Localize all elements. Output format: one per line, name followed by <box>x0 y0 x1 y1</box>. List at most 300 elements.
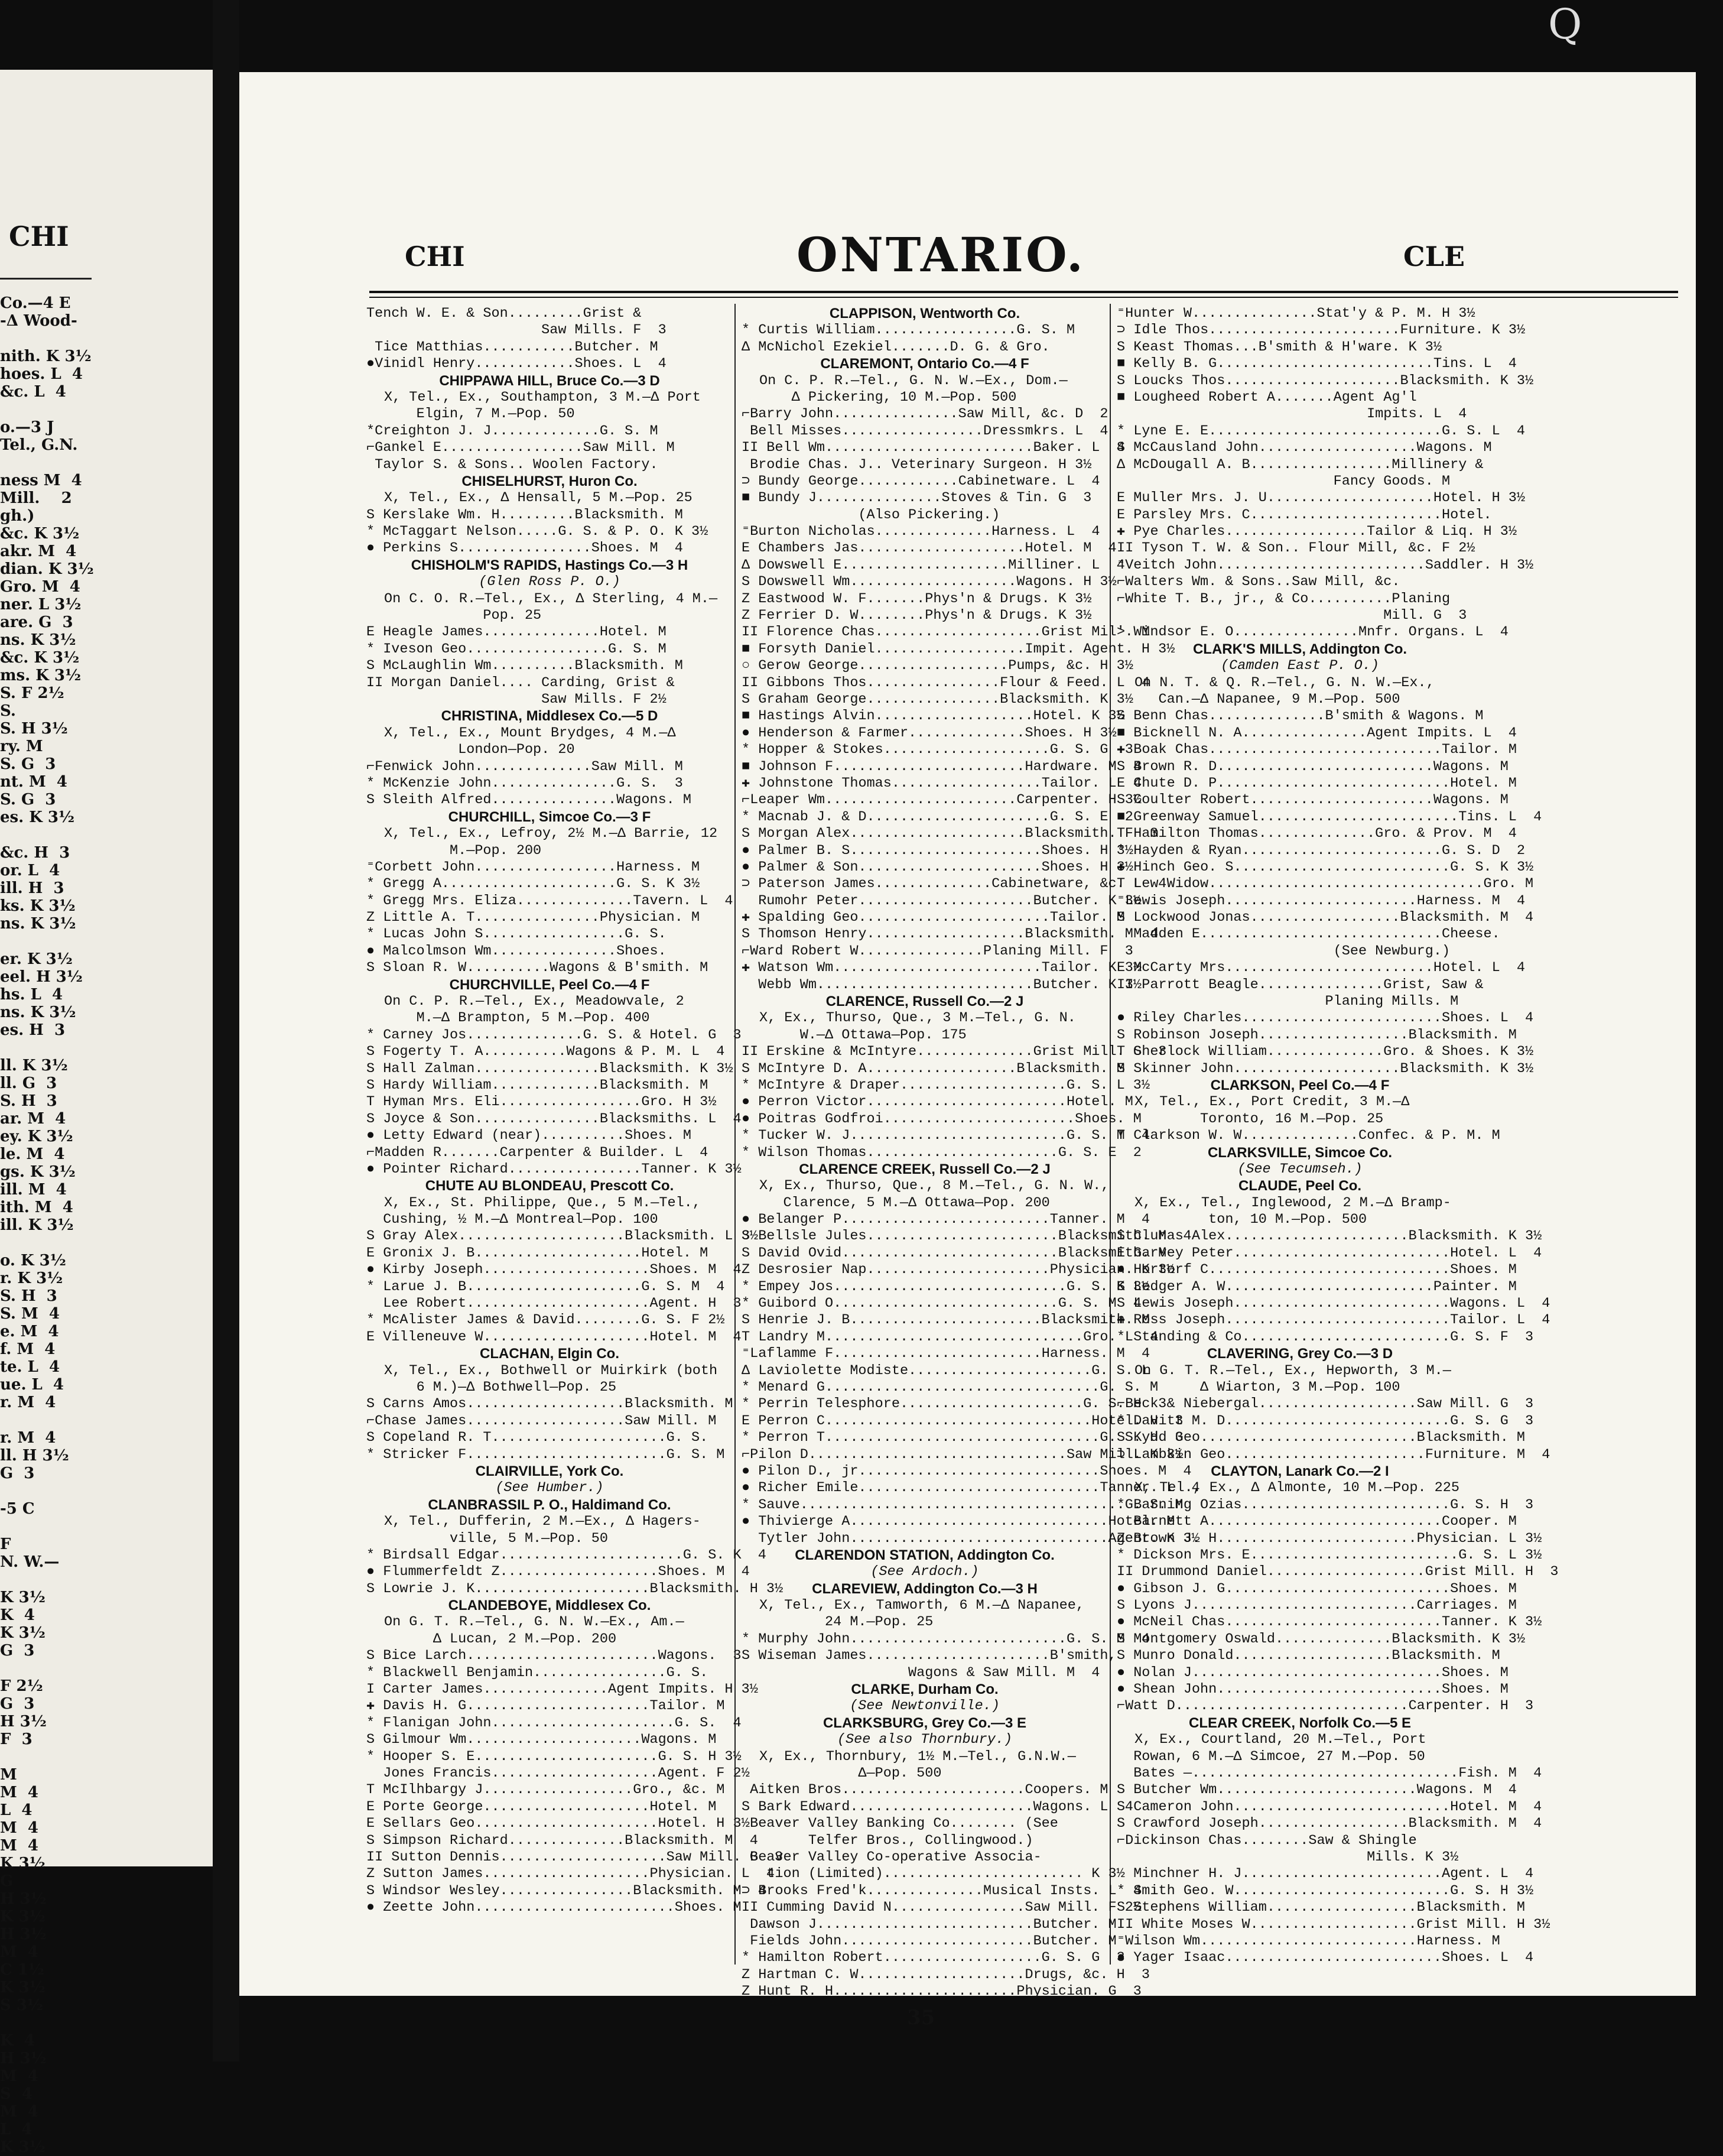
previous-page-fragment: ll. H 3½ <box>0 1447 69 1465</box>
directory-entry: ⁼Wilson Wm..........................Harness. M <box>1117 1933 1500 1949</box>
directory-entry: S David Ovid..........................Blacksmith. M <box>742 1245 1167 1261</box>
directory-entry: * Hooper S. E......................G. S. H 3½ <box>366 1748 742 1765</box>
directory-entry: S Thomson Henry...................Blacksmith. M 4 <box>742 926 1159 943</box>
place-note: (See Humber.) <box>495 1480 604 1496</box>
previous-page-fragment: ith. M 4 <box>0 1199 73 1216</box>
place-heading: CLARENCE, Russell Co.—2 J <box>825 993 1024 1010</box>
directory-entry: II Bell Wm.........................Baker. L 4 <box>742 440 1125 456</box>
directory-entry: * Carney Jos..............G. S. & Hotel. G 3 <box>366 1027 742 1043</box>
previous-page-fragment: r. K 3½ <box>0 1269 63 1287</box>
directory-entry: * Blackwell Benjamin................G. S. <box>366 1664 708 1681</box>
directory-entry: Tytler John...............................Agent. K 3½ <box>742 1530 1200 1547</box>
directory-entry: ○ Gerow George..................Pumps, &c. H 3½ <box>742 658 1133 674</box>
directory-entry: ⊃ Paterson James..............Cabinetware, &c. L 4 <box>742 876 1167 892</box>
directory-entry: ● Malcolmson Wm...............Shoes. <box>366 943 667 959</box>
directory-entry: * Murphy John..........................G. S. M 4 <box>742 1631 1150 1647</box>
directory-entry: S Brown R. D..........................Wagons. M <box>1117 758 1509 775</box>
directory-entry: * McKenzie John...............G. S. 3 <box>366 775 683 791</box>
directory-entry: Webb Wm..........................Butcher. K 3½ <box>742 976 1142 993</box>
place-details: X, Tel., Ex., Δ Almonte, 10 M.—Pop. 225 <box>1134 1480 1459 1496</box>
directory-entry: E Heagle James..............Hotel. M <box>366 624 667 641</box>
directory-entry: T Landry M...............................Gro. L 4 <box>742 1329 1159 1345</box>
directory-entry: S Montgomery Oswald..............Blacksmith. K 3½ <box>1117 1631 1526 1647</box>
previous-page-fragment: K 3½ <box>0 1908 45 1926</box>
directory-entry: * Larue J. B.....................G. S. M 4 <box>366 1278 725 1295</box>
directory-entry: Brodie Chas. J.. Veterinary Surgeon. H 3½ <box>742 456 1092 473</box>
previous-page-fragment: S. H 3½ <box>0 720 68 738</box>
directory-entry: S Joyce & Son...............Blacksmiths. L 4 <box>366 1111 742 1127</box>
previous-page-fragment: G 3 <box>0 1642 35 1660</box>
directory-entry: S Copeland R. T.....................G. S. <box>366 1430 708 1446</box>
directory-entry: ● Palmer & Son......................Shoes. H 3½ <box>742 859 1133 875</box>
directory-entry: 6 M.)—Δ Bothwell—Pop. 25 <box>366 1379 617 1395</box>
previous-page-fragment: o. K 3½ <box>0 1252 66 1269</box>
place-note: (See Ardoch.) <box>870 1564 979 1580</box>
previous-page-fragment <box>0 401 189 418</box>
previous-page-fragment: Co.—4 E <box>0 294 71 312</box>
place-heading: CLARKSON, Peel Co.—4 F <box>1210 1077 1390 1093</box>
directory-entry: ⁼Veitch John.........................Saddler. H 3½ <box>1117 557 1534 573</box>
previous-page-fragment: M 4 <box>0 2103 38 2121</box>
previous-page-fragment: ner. L 3½ <box>0 596 82 613</box>
place-details: X, Tel., Ex., Tamworth, 6 M.—Δ Napanee, <box>759 1597 1084 1614</box>
directory-entry: * Birdsall Edgar......................G. S. K 4 <box>366 1547 766 1563</box>
directory-entry: S Kydd Geo..........................Blacksmith. M <box>1117 1430 1526 1446</box>
directory-entry: S Lyons J...........................Carriages. M <box>1117 1597 1517 1614</box>
directory-entry: II White Moses W....................Grist Mill. H 3½ <box>1117 1916 1550 1933</box>
place-note: (See Tecumseh.) <box>1237 1161 1363 1177</box>
directory-entry: II Tyson T. W. & Son.. Flour Mill, &c. F 2½ <box>1117 540 1475 557</box>
place-heading: CHRISTINA, Middlesex Co.—5 D <box>441 708 658 725</box>
directory-entry: II Sutton Dennis....................Saw Mill. G 3 <box>366 1849 784 1865</box>
directory-entry: T Hamilton Thomas..............Gro. & Prov. M 4 <box>1117 826 1517 842</box>
previous-page-fragment <box>0 454 189 472</box>
directory-entry: ● Poitras Godfroi.......................Shoes. M <box>742 1111 1142 1127</box>
directory-entry: (Also Pickering.) <box>742 506 1000 523</box>
directory-entry: S Stephens William..................Blacksmith. M <box>1117 1900 1526 1916</box>
previous-page-fragment: nith. K 3½ <box>0 348 92 365</box>
previous-page-fragment: K 3½ <box>0 1979 45 1996</box>
previous-page-fragment: Gro. M 4 <box>0 578 80 596</box>
directory-entry: ■ Lougheed Robert A.......Agent Ag'l <box>1117 389 1417 405</box>
directory-entry: * Barning Ozias.........................G. S. H 3 <box>1117 1496 1534 1513</box>
directory-entry: Δ Pickering, 10 M.—Pop. 500 <box>742 389 1017 405</box>
directory-entry: ⌐Dickinson Chas........Saw & Shingle <box>1117 1832 1417 1849</box>
directory-entry: Saw Mills. F 3 <box>366 322 667 339</box>
place-details: X, Tel., Ex., Lefroy, 2½ M.—Δ Barrie, 12 <box>384 826 718 842</box>
directory-entry: * Guibord O...........................G. S. M 4 <box>742 1295 1142 1312</box>
previous-page-fragment <box>0 2014 189 2032</box>
directory-entry: ■ Forsyth Daniel..................Impit. Agent. H 3½ <box>742 641 1175 657</box>
directory-entry: ✚ Spalding Geo.......................Tailor. M <box>742 910 1125 926</box>
previous-page-fragment: &c. L 4 <box>0 383 66 401</box>
previous-page-fragment: r. M 4 <box>0 1429 56 1447</box>
directory-entry: M.—Pop. 200 <box>366 842 542 859</box>
directory-entry: Aitken Bros......................Coopers. M <box>742 1782 1108 1798</box>
directory-entry: ● Perron Victor........................Hotel. M <box>742 1094 1133 1111</box>
directory-entry: * Hamilton Robert...................G. S. G 3 <box>742 1950 1125 1966</box>
previous-page-fragment: or. L 4 <box>0 862 60 879</box>
directory-entry: Z Sutton James....................Physician. L 4 <box>366 1866 775 1882</box>
directory-entry: ● Gibson J. G...........................Shoes. M <box>1117 1580 1517 1597</box>
directory-entry: S Lockwood Jonas..................Blacksmith. M 4 <box>1117 910 1534 926</box>
directory-entry: S Lewis Joseph..........................Wagons. L 4 <box>1117 1295 1550 1312</box>
previous-page-fragment: -Δ Wood- <box>0 312 77 330</box>
directory-entry: Toronto, 16 M.—Pop. 25 <box>1117 1111 1384 1127</box>
book-gutter <box>213 0 239 2061</box>
directory-entry: ● Flummerfeldt Z...................Shoes. M 4 <box>366 1564 750 1580</box>
directory-column-3 <box>1117 306 1559 1967</box>
directory-entry: * Empey Jos............................G. S. K 3½ <box>742 1278 1150 1295</box>
directory-entry: T Clarkson W. W..............Confec. & P. M. M <box>1117 1128 1500 1144</box>
place-details: X, Ex., St. Philippe, Que., 5 M.—Tel., <box>384 1194 701 1211</box>
directory-entry: ⌐Leaper Wm.......................Carpenter. H 3½ <box>742 792 1142 808</box>
place-heading: CLAUDE, Peel Co. <box>1238 1178 1362 1194</box>
directory-entry: * Curtis William.................G. S. M <box>742 322 1075 339</box>
header-rule-thin <box>369 297 1678 298</box>
directory-entry: ● Kirby Joseph....................Shoes. M 4 <box>366 1262 742 1278</box>
directory-entry: ✚ Davis H. G......................Tailor. M <box>366 1698 725 1715</box>
previous-page-fragment: S. F 2½ <box>0 684 64 702</box>
previous-page-fragment: ill. M 4 <box>0 1181 67 1199</box>
previous-page-fragment: S. M 4 <box>0 1305 60 1323</box>
previous-page-fragment: -5 C <box>0 1500 35 1518</box>
directory-entry: W.—Δ Ottawa—Pop. 175 <box>742 1027 967 1043</box>
previous-page-fragment: ns. K 3½ <box>0 1004 76 1021</box>
previous-page-fragment: ms. K 3½ <box>0 667 82 684</box>
directory-entry: Δ—Pop. 500 <box>742 1765 942 1781</box>
directory-entry: Barnett A............................Cooper. M <box>1117 1514 1517 1530</box>
directory-entry: Δ McDougall A. B.................Millinery & <box>1117 456 1484 473</box>
directory-entry: * Gregg Mrs. Eliza..............Tavern. L 4 <box>366 892 733 909</box>
place-heading: CLAYTON, Lanark Co.—2 I <box>1211 1463 1389 1479</box>
directory-column-2 <box>742 306 1200 2000</box>
directory-entry: ✚ Johnstone Thomas..................Tailor. L 4 <box>742 775 1142 791</box>
directory-entry: Z Hunt R. H......................Physician. G 3 <box>742 1983 1142 2000</box>
place-heading: CLAREMONT, Ontario Co.—4 F <box>820 356 1029 372</box>
previous-page-fragment <box>0 1482 189 1500</box>
page-number: 35 <box>907 2006 935 2030</box>
directory-entry: ■ Bicknell N. A...............Agent Impits. L 4 <box>1117 725 1517 741</box>
previous-page-fragment: dian. K 3½ <box>0 560 94 578</box>
previous-page-fragment: f. M 4 <box>0 1340 56 1358</box>
directory-entry: Wagons & Saw Mill. M 4 <box>742 1664 1100 1681</box>
previous-page-fragment: F 3 <box>0 1730 32 1748</box>
directory-entry: Taylor S. & Sons.. Woolen Factory. <box>366 456 658 473</box>
directory-entry: Mills. K 3½ <box>1117 1849 1459 1865</box>
place-heading: CLARKSBURG, Grey Co.—3 E <box>823 1715 1027 1731</box>
previous-page-fragment: S 4 <box>0 2085 32 2103</box>
directory-entry: II Drummond Daniel...................Grist Mill. H 3 <box>1117 1564 1559 1580</box>
directory-entry: S Sleith Alfred...............Wagons. M <box>366 792 691 808</box>
directory-entry: S Hardy William.............Blacksmith. M <box>366 1077 708 1093</box>
directory-entry: (See Newburg.) <box>1117 943 1451 959</box>
directory-entry: * Smith Geo. W..........................G. S. H 3½ <box>1117 1882 1534 1899</box>
directory-entry: S Clunas Alex......................Blacksmith. K 3½ <box>1117 1228 1542 1245</box>
previous-page-fragment: F <box>0 1535 11 1553</box>
previous-page-fragment: &c. K 3½ <box>0 649 80 667</box>
directory-entry: S Hall Zalman...............Blacksmith. K 3½ <box>366 1060 733 1077</box>
previous-page-fragment: es. H 3 <box>0 1021 66 1039</box>
place-heading: CLACHAN, Elgin Co. <box>480 1346 619 1362</box>
previous-page-fragment: Mill. 2 <box>0 489 72 507</box>
directory-entry: II Florence Chas....................Grist Mil'. M <box>742 624 1150 641</box>
previous-page-fragment: o.—3 J <box>0 418 54 436</box>
previous-page-fragment <box>0 1411 189 1429</box>
previous-page-fragment: ll. K 3½ <box>0 1057 68 1074</box>
directory-entry: S McLaughlin Wm..........Blacksmith. M <box>366 658 683 674</box>
directory-entry: ⌐Pilon D...............................Saw Mill. K 3½ <box>742 1446 1184 1463</box>
directory-entry: Bell Misses.................Dressmkrs. L 4 <box>742 423 1108 439</box>
previous-page-fragment <box>0 330 189 348</box>
place-note: (Glen Ross P. O.) <box>479 574 620 590</box>
previous-page-fragment: L 4 <box>0 2121 32 2138</box>
directory-entry: * Hopper & Stokes....................G. S. G 3 <box>742 742 1133 758</box>
place-heading: CLARKE, Durham Co. <box>851 1681 999 1698</box>
directory-entry: * Lyne E. E............................G. S. L 4 <box>1117 423 1526 439</box>
directory-entry: * Perrin Telesphore......................G. S. H 3 <box>742 1396 1167 1413</box>
previous-page-fragment: akr. M 4 <box>0 543 77 560</box>
directory-entry: S Sloan R. W..........Wagons & B'smith. M <box>366 960 708 976</box>
directory-entry: ■ Bundy J...............Stoves & Tin. G 3 <box>742 490 1092 506</box>
previous-page-fragment: nt. M 4 <box>0 773 67 791</box>
previous-page-fragments <box>0 294 189 2156</box>
place-heading: CHIPPAWA HILL, Bruce Co.—3 D <box>439 372 660 389</box>
directory-entry: ⁼Lewis Joseph.......................Harness. M 4 <box>1117 892 1526 909</box>
directory-entry: Madden E.............................Cheese. <box>1117 926 1500 943</box>
place-heading: CHISELHURST, Huron Co. <box>461 473 638 489</box>
directory-entry: * Davitt M. D...........................G. S. G 3 <box>1117 1413 1534 1429</box>
directory-entry: S Skinner John....................Blacksmith. K 3½ <box>1117 1060 1534 1077</box>
directory-entry: * Menard G.................................G. S. M <box>742 1379 1159 1395</box>
place-details: On C. O. R.—Tel., Ex., Δ Sterling, 4 M.— <box>384 590 718 607</box>
previous-page-fragment: G <box>0 1872 14 1890</box>
place-details: X, Ex., Tel., Inglewood, 2 M.—Δ Bramp- <box>1134 1194 1451 1211</box>
previous-page-fragment: &c. H 3 <box>0 844 70 862</box>
directory-entry: Z Brown J. H........................Physician. L 3½ <box>1117 1530 1542 1547</box>
place-details: On G. T. R.—Tel., Ex., Hepworth, 3 M.— <box>1134 1362 1451 1379</box>
directory-entry: ● Pilon D., jr.............................Shoes. M 4 <box>742 1463 1192 1479</box>
directory-entry: * Macnab J. & D......................G. S. E 2 <box>742 808 1133 825</box>
directory-entry: * Standing & Co.........................G. S. F 3 <box>1117 1329 1534 1345</box>
place-heading: CLAPPISON, Wentworth Co. <box>829 306 1020 322</box>
previous-page-fragment: H 3½ <box>0 1926 47 1943</box>
previous-page-fragment: K 3½ <box>0 1589 45 1606</box>
place-details: X, Tel., Ex., Δ Hensall, 5 M.—Pop. 25 <box>384 490 693 506</box>
directory-entry: ■ Greenway Samuel........................Tins. L 4 <box>1117 808 1542 825</box>
place-details: On N. T. & Q. R.—Tel., G. N. W.—Ex., <box>1134 674 1435 691</box>
directory-entry: * Stricker F........................G. S. M <box>366 1446 725 1463</box>
directory-entry: Clarence, 5 M.—Δ Ottawa—Pop. 200 <box>742 1194 1050 1211</box>
previous-page-fragment: K 3½ <box>0 2138 45 2156</box>
directory-entry: E Muller Mrs. J. U....................Hotel. H 3½ <box>1117 490 1526 506</box>
directory-entry: S Gray Alex....................Blacksmith. L 3½ <box>366 1228 758 1245</box>
directory-entry: Dawson J..........................Butcher. M <box>742 1916 1117 1933</box>
previous-page-fragment: S. H 3 <box>0 1092 57 1110</box>
directory-entry: Can.—Δ Napanee, 9 M.—Pop. 500 <box>1117 691 1400 707</box>
previous-page-fragment: S. G 3 <box>0 791 56 808</box>
previous-page-fragment: ill. H 3 <box>0 879 64 897</box>
directory-entry: ✚ Watson Wm.........................Tailor. K 3½ <box>742 960 1142 976</box>
directory-entry: * McAlister James & David........G. S. F 2½ <box>366 1312 725 1329</box>
previous-page-fragment: K 4 <box>0 2032 35 2050</box>
previous-page-fragment: gh.) <box>0 507 35 525</box>
place-heading: CLARKSVILLE, Simcoe Co. <box>1207 1144 1393 1161</box>
directory-entry: ⌐Ward Robert W...............Planing Mill. F 3 <box>742 943 1133 959</box>
directory-entry: Planing Mills. M <box>1117 993 1459 1010</box>
previous-page-fragment <box>0 1518 189 1535</box>
place-note: (See also Thornbury.) <box>837 1732 1013 1748</box>
previous-page-fragment: Tel., G.N. <box>0 436 78 454</box>
place-note: (Camden East P. O.) <box>1221 658 1379 674</box>
previous-page-fragment: M 4 <box>0 1943 38 1961</box>
place-heading: CLAIRVILLE, York Co. <box>475 1463 624 1479</box>
previous-page-fragment: G 3 <box>0 1695 35 1713</box>
directory-entry: ✚ Hinch Geo. S..........................G. S. K 3½ <box>1117 859 1534 875</box>
previous-page-fragment <box>0 1039 189 1057</box>
directory-entry: ✚ Boak Chas............................Tailor. M <box>1117 742 1517 758</box>
previous-page-fragment: le. M 4 <box>0 1145 65 1163</box>
directory-entry: ● Hortorf C.............................Shoes. M <box>1117 1262 1517 1278</box>
previous-page-fragment: ey. K 3½ <box>0 1128 73 1145</box>
previous-page-fragment: M 4 <box>0 1784 38 1801</box>
previous-page-fragment: H 3½ <box>0 2050 47 2067</box>
directory-entry: * Iveson Geo.................G. S. M <box>366 641 667 657</box>
directory-entry: ⁼Burton Nicholas..............Harness. L 4 <box>742 524 1100 540</box>
place-heading: CLANBRASSIL P. O., Haldimand Co. <box>428 1496 671 1513</box>
directory-entry: I Carter James...............Agent Impits. H 3½ <box>366 1681 758 1698</box>
directory-entry: E Chute D. P............................Hotel. M <box>1117 775 1517 791</box>
directory-entry: S Simpson Richard..............Blacksmith. M 4 <box>366 1832 758 1849</box>
directory-entry: ⁼Hunter W...............Stat'y & P. M. H 3½ <box>1117 306 1475 322</box>
place-heading: CLAREVIEW, Addington Co.—3 H <box>812 1580 1038 1597</box>
directory-entry: Z Little A. T...............Physician. M <box>366 910 700 926</box>
directory-entry: ● Shean John...........................Shoes. M <box>1117 1681 1509 1698</box>
directory-entry: E Porte George....................Hotel. M <box>366 1798 717 1815</box>
directory-entry: S Butcher Wm........................Wagons. M 4 <box>1117 1782 1517 1798</box>
previous-page-fragment: ue. L 4 <box>0 1376 64 1394</box>
directory-entry: S Crawford Joseph..................Blacksmith. M 4 <box>1117 1816 1542 1832</box>
previous-page-fragment: ill. K 3½ <box>0 1216 74 1234</box>
directory-entry: S Carns Amos...................Blacksmith. M <box>366 1396 733 1413</box>
directory-entry: ● Henderson & Farmer..............Shoes. H 3½ <box>742 725 1117 741</box>
previous-page-fragment: te. L 4 <box>0 1358 60 1376</box>
directory-entry: * Perron T.................................G. S. H 3 <box>742 1430 1184 1446</box>
directory-entry: Δ Lucan, 2 M.—Pop. 200 <box>366 1631 617 1647</box>
place-heading: CHUTE AU BLONDEAU, Prescott Co. <box>425 1178 674 1194</box>
directory-entry: E Villeneuve W....................Hotel. M 4 <box>366 1329 742 1345</box>
directory-entry: ⊃ Brooks Fred'k..............Musical Insts. L 4 <box>742 1882 1142 1899</box>
previous-page-fragment: r. M 4 <box>0 1394 56 1411</box>
place-details: X, Tel., Ex., Southampton, 3 M.—Δ Port <box>384 389 701 405</box>
directory-page <box>239 72 1696 2030</box>
directory-entry: S Cameron John..........................Hotel. M 4 <box>1117 1798 1542 1815</box>
directory-entry: * Sauve.......................................G. S. M <box>742 1496 1184 1513</box>
directory-entry: Bates —................................Fish. M 4 <box>1117 1765 1542 1781</box>
directory-entry: ● McNeil Chas..........................Tanner. K 3½ <box>1117 1614 1542 1631</box>
previous-page-header: CHI <box>9 220 69 252</box>
corner-mark: Q <box>1548 0 1582 48</box>
directory-entry: Pop. 25 <box>366 608 542 624</box>
directory-entry: S Coulter Robert......................Wagons. M <box>1117 792 1509 808</box>
previous-page-fragment <box>0 1660 189 1677</box>
directory-entry: ⁼Laflamme F.........................Harness. M 4 <box>742 1346 1150 1362</box>
directory-entry: S Keast Thomas...B'smith & H'ware. K 3½ <box>1117 339 1442 355</box>
place-details: X, Ex., Thurso, Que., 3 M.—Tel., G. N. <box>759 1010 1076 1027</box>
previous-page-fragment: G 3 <box>0 1465 35 1482</box>
directory-entry: Minchner H. J........................Agent. L 4 <box>1117 1866 1534 1882</box>
directory-entry: ● Pointer Richard................Tanner. K 3½ <box>366 1161 742 1177</box>
directory-entry: Δ Dowswell E....................Milliner. L 4 <box>742 557 1125 573</box>
previous-page-fragment: S. <box>0 702 16 720</box>
directory-entry: Δ Laviolette Modiste......................G. S. L <box>742 1362 1150 1379</box>
directory-entry: S Henrie J. B.......................Blacksmith. M <box>742 1312 1150 1329</box>
directory-entry: ⁼Corbett John.................Harness. M <box>366 859 700 875</box>
directory-entry: ville, 5 M.—Pop. 50 <box>366 1530 608 1547</box>
directory-entry: S Loucks Thos.....................Blacksmith. K 3½ <box>1117 372 1534 389</box>
directory-entry: M.—Δ Brampton, 5 M.—Pop. 400 <box>366 1010 650 1027</box>
directory-entry: ● Thivierge A...............................Hotel. M <box>742 1514 1175 1530</box>
directory-entry: Beaver Valley Co-operative Associa- <box>742 1849 1042 1865</box>
previous-page-fragment: are. G 3 <box>0 613 73 631</box>
directory-entry: ⌐Gankel E.................Saw Mill. M <box>366 440 675 456</box>
directory-entry: Saw Mills. F 2½ <box>366 691 667 707</box>
directory-entry: ⊃ Lambkin Geo........................Furniture. M 4 <box>1117 1446 1550 1463</box>
directory-entry: ● Belanger P.........................Tanner. M 4 <box>742 1212 1150 1228</box>
place-heading: CLARENCE CREEK, Russell Co.—2 J <box>799 1161 1051 1177</box>
directory-entry: Z Desrosier Nap......................Physician. K 3½ <box>742 1262 1175 1278</box>
directory-entry: Fields John.......................Butcher. M <box>742 1933 1117 1949</box>
directory-entry: S Windsor Wesley................Blacksmith. M 4 <box>366 1882 766 1899</box>
directory-entry: Mill. G 3 <box>1117 608 1467 624</box>
previous-page-fragment: L 4 <box>0 1801 32 1819</box>
previous-page-fragment: er. K 3½ <box>0 950 73 968</box>
header-rule <box>369 291 1678 293</box>
directory-entry: E Garvey Peter..........................Hotel. L 4 <box>1117 1245 1542 1261</box>
directory-entry: Tice Matthias...........Butcher. M <box>366 339 658 355</box>
directory-entry: Telfer Bros., Collingwood.) <box>742 1832 1033 1849</box>
previous-page-rule <box>0 278 92 280</box>
directory-entry: S Gilmour Wm.....................Wagons. M <box>366 1732 717 1748</box>
directory-entry: ton, 10 M.—Pop. 500 <box>1117 1212 1367 1228</box>
directory-entry: E Sellars Geo......................Hotel. H 3½ <box>366 1816 750 1832</box>
directory-entry: Impits. L 4 <box>1117 406 1467 423</box>
place-heading: CLAVERING, Grey Co.—3 D <box>1207 1346 1393 1362</box>
previous-page-fragment: S. H 3 <box>0 1287 57 1305</box>
place-heading: CLARK'S MILLS, Addington Co. <box>1192 641 1407 657</box>
directory-entry: ● Yager Isaac..........................Shoes. L 4 <box>1117 1950 1534 1966</box>
left-running-header: CHI <box>405 241 465 272</box>
directory-entry: * McIntyre & Draper....................G. S. L 3½ <box>742 1077 1150 1093</box>
place-note: (See Newtonville.) <box>850 1698 1000 1715</box>
directory-entry: S Bark Edward......................Wagons. L 4 <box>742 1798 1133 1815</box>
previous-page-fragment <box>0 1571 189 1589</box>
directory-entry: S Ledger A. W.........................Painter. M <box>1117 1278 1517 1295</box>
place-details: X, Ex., Courtland, 20 M.—Tel., Port <box>1134 1732 1426 1748</box>
directory-entry: ● Riley Charles........................Shoes. L 4 <box>1117 1010 1534 1027</box>
directory-entry: S Wiseman James......................B'smith, <box>742 1648 1117 1664</box>
directory-entry: * Tucker W. J..........................G. S. M 4 <box>742 1128 1150 1144</box>
directory-entry: ■ Hastings Alvin...................Hotel. K 3½ <box>742 708 1125 725</box>
directory-entry: Δ McNichol Ezekiel.......D. G. & Gro. <box>742 339 1050 355</box>
previous-page-fragment: hs. L 4 <box>0 986 63 1004</box>
directory-entry: II Morgan Daniel.... Carding, Grist & <box>366 674 675 691</box>
directory-entry: * Gregg A.....................G. S. K 3½ <box>366 876 700 892</box>
directory-entry: Rumohr Peter.....................Butcher. K 3½ <box>742 892 1142 909</box>
directory-entry: ⌐Fenwick John..............Saw Mill. M <box>366 758 683 775</box>
right-running-header: CLE <box>1403 241 1465 272</box>
directory-entry: S Benn Chas..............B'smith & Wagons. M <box>1117 708 1484 725</box>
